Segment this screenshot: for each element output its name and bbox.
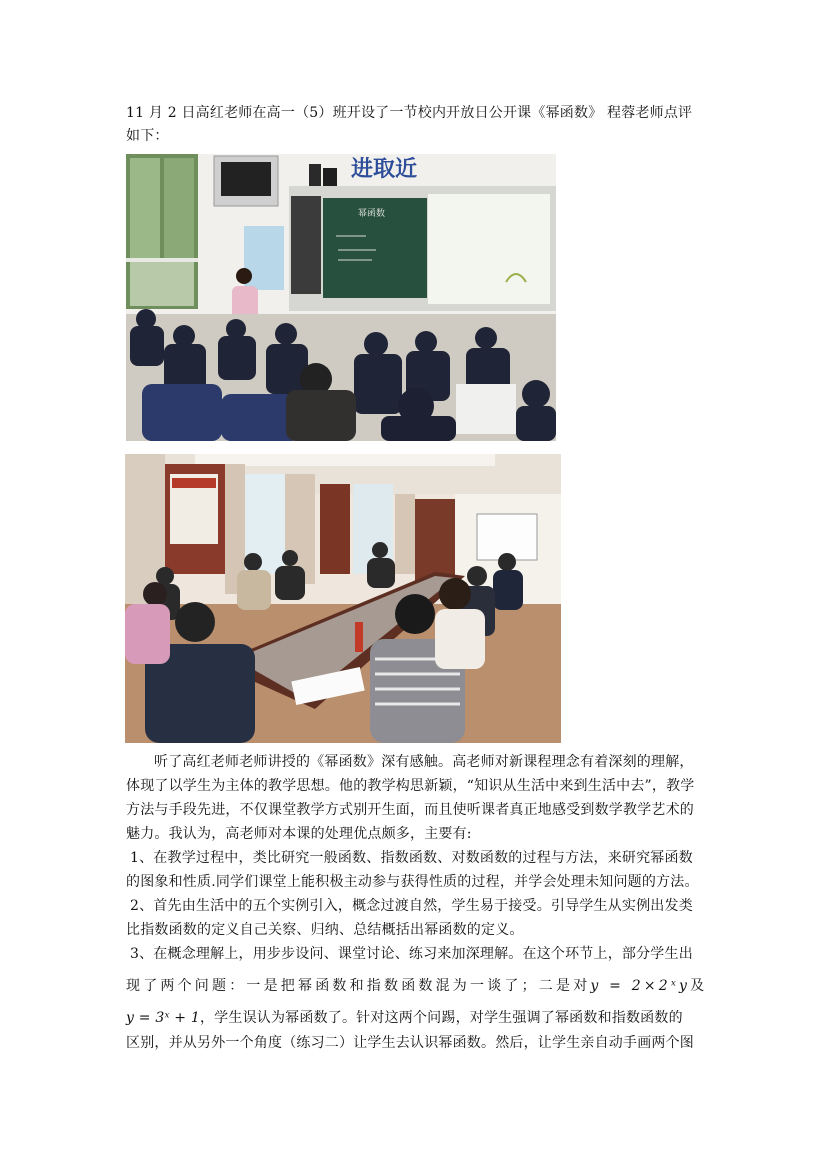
item-1-line-2: 的图象和性质.同学们课堂上能积极主动参与获得性质的过程，并学会处理未知问题的方法。 [126, 874, 699, 890]
item-3-line-2-end: 及 [690, 978, 708, 994]
para-1-line-3: 方法与手段先进，不仅课堂教学方式别开生面，而且使听课者真正地感受到数学教学艺术的 [126, 802, 694, 818]
item-3-line-3 [126, 1007, 706, 1027]
item-3-line-4: 区别，并从另外一个角度（练习二）让学生去认识幂函数。然后，让学生亲自动手画两个图 [126, 1035, 694, 1051]
item-1-line-1: 1、在教学过程中，类比研究一般函数、指数函数、对数函数的过程与方法，来研究幂函数 [130, 850, 693, 866]
item-3-line-2 [126, 975, 706, 995]
slogan-text: 进取近 [351, 157, 418, 182]
intro-line-2: 如下： [126, 128, 169, 144]
intro-line-1: 11 月 2 日高红老师在高一（5）班开设了一节校内开放日公开课《幂函数》 程蓉老师点评 [126, 105, 693, 121]
item-3-line-1: 3、在概念理解上，用步步设问、课堂讨论、练习来加深理解。在这个环节上，部分学生出 [130, 946, 693, 962]
formula-1: y = 2×2ˣy [590, 978, 691, 994]
meeting-photo [125, 454, 561, 743]
item-3-line-2-text: 现了两个问题：一是把幂函数和指数函数混为一谈了；二是对 [126, 978, 591, 994]
item-3-line-3-text: ，学生误认为幂函数了。针对这两个问踢，对学生强调了幂函数和指数函数的 [199, 1010, 683, 1026]
para-1-line-4: 魅力。我认为，高老师对本课的处理优点颇多，主要有: [126, 826, 472, 842]
item-2-line-1: 2、首先由生活中的五个实例引入，概念过渡自然，学生易于接受。引导学生从实例出发类 [130, 898, 693, 914]
item-2-line-2: 比指数函数的定义自己关察、归纳、总结概括出幂函数的定义。 [126, 922, 524, 938]
classroom-photo [126, 154, 556, 441]
para-1-line-1: 听了高红老师老师讲授的《幂函数》深有感触。高老师对新课程理念有着深刻的理解， [154, 754, 694, 770]
chalk-title: 幂函数 [358, 209, 386, 219]
formula-2: y = 3ˣ + 1 [126, 1010, 200, 1026]
para-1-line-2: 体现了以学生为主体的教学思想。他的教学构思新颖，“知识从生活中来到生活中去”，教学 [126, 778, 695, 794]
